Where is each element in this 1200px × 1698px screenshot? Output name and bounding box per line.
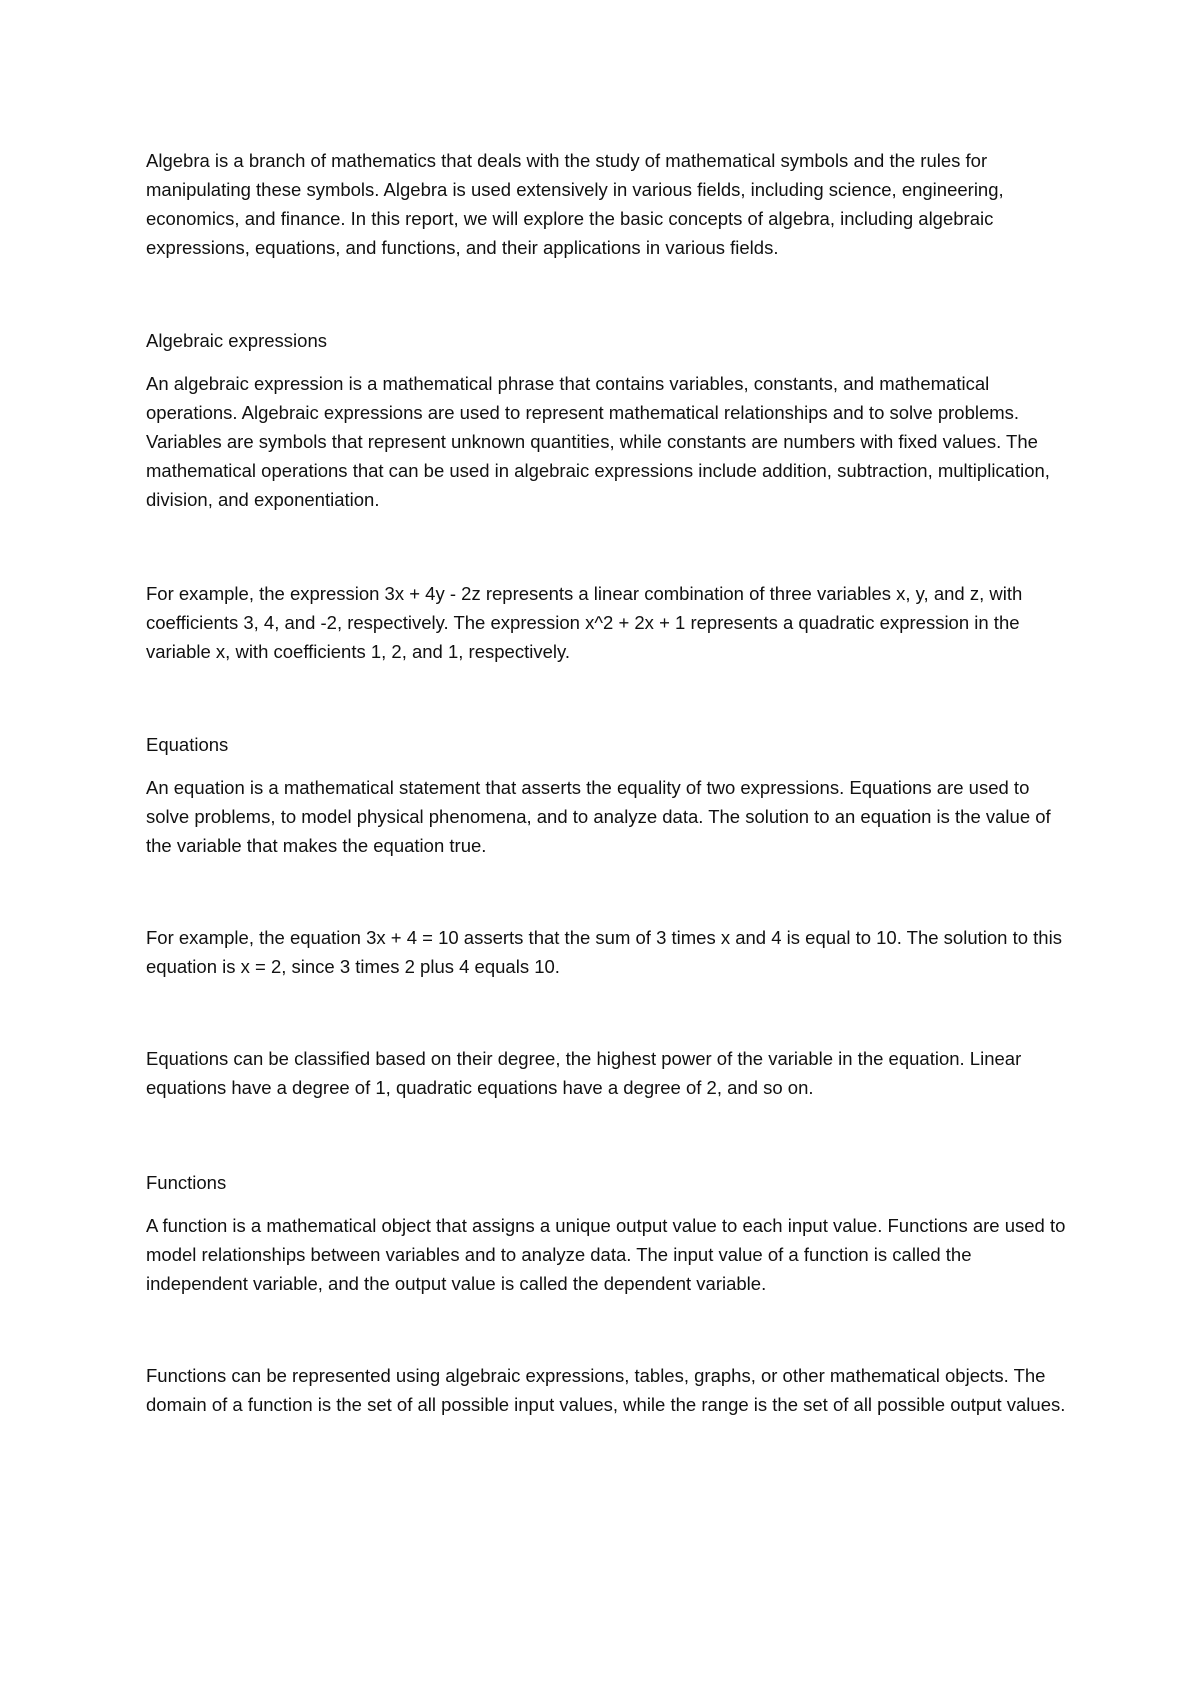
- equations-paragraph-1: An equation is a mathematical statement that asserts the equality of two expressions. Equations are used to solve problems, to model physical phenomena, and to analyze data. The solution to an equation is the value of the variable that makes the equation true.: [146, 777, 1051, 856]
- functions-paragraph-2: Functions can be represented using algebraic expressions, tables, graphs, or other mathematical objects. The domain of a function is the set of all possible input values, while the range is the set of all possible output values.: [146, 1365, 1066, 1415]
- algebraic-expressions-paragraph-2: For example, the expression 3x + 4y - 2z represents a linear combination of three variables x, y, and z, with coefficients 3, 4, and -2, respectively. The expression x^2 + 2x + 1 represents a quadratic expression in the variable x, with coefficients 1, 2, and 1, respectively.: [146, 583, 1023, 662]
- intro-paragraph: Algebra is a branch of mathematics that deals with the study of mathematical symbols and the rules for manipulating these symbols. Algebra is used extensively in various fields, including science, engineering, economics, and finance. In this report, we will explore the basic concepts of algebra, including algebraic expressions, equations, and functions, and their applications in various fields.: [146, 150, 1004, 258]
- algebraic-expressions-paragraph-1: An algebraic expression is a mathematical phrase that contains variables, constants, and mathematical operations. Algebraic expressions are used to represent mathematical relationships and to solve problems. Variables are symbols that represent unknown quantities, while constants are numbers with fixed values. The mathematical operations that can be used in algebraic expressions include addition, subtraction, multiplication, division, and exponentiation.: [146, 373, 1050, 510]
- equations-paragraph-3: Equations can be classified based on their degree, the highest power of the variable in the equation. Linear equations have a degree of 1, quadratic equations have a degree of 2, and so on.: [146, 1048, 1022, 1098]
- functions-paragraph-1: A function is a mathematical object that assigns a unique output value to each input value. Functions are used to model relationships between variables and to analyze data. The input value of a function is called the independent variable, and the output value is called the dependent variable.: [146, 1215, 1066, 1294]
- section-heading-functions: Functions: [146, 1172, 227, 1193]
- section-heading-algebraic-expressions: Algebraic expressions: [146, 330, 327, 351]
- section-heading-equations: Equations: [146, 734, 229, 755]
- equations-paragraph-2: For example, the equation 3x + 4 = 10 asserts that the sum of 3 times x and 4 is equal to 10. The solution to this equation is x = 2, since 3 times 2 plus 4 equals 10.: [146, 927, 1062, 977]
